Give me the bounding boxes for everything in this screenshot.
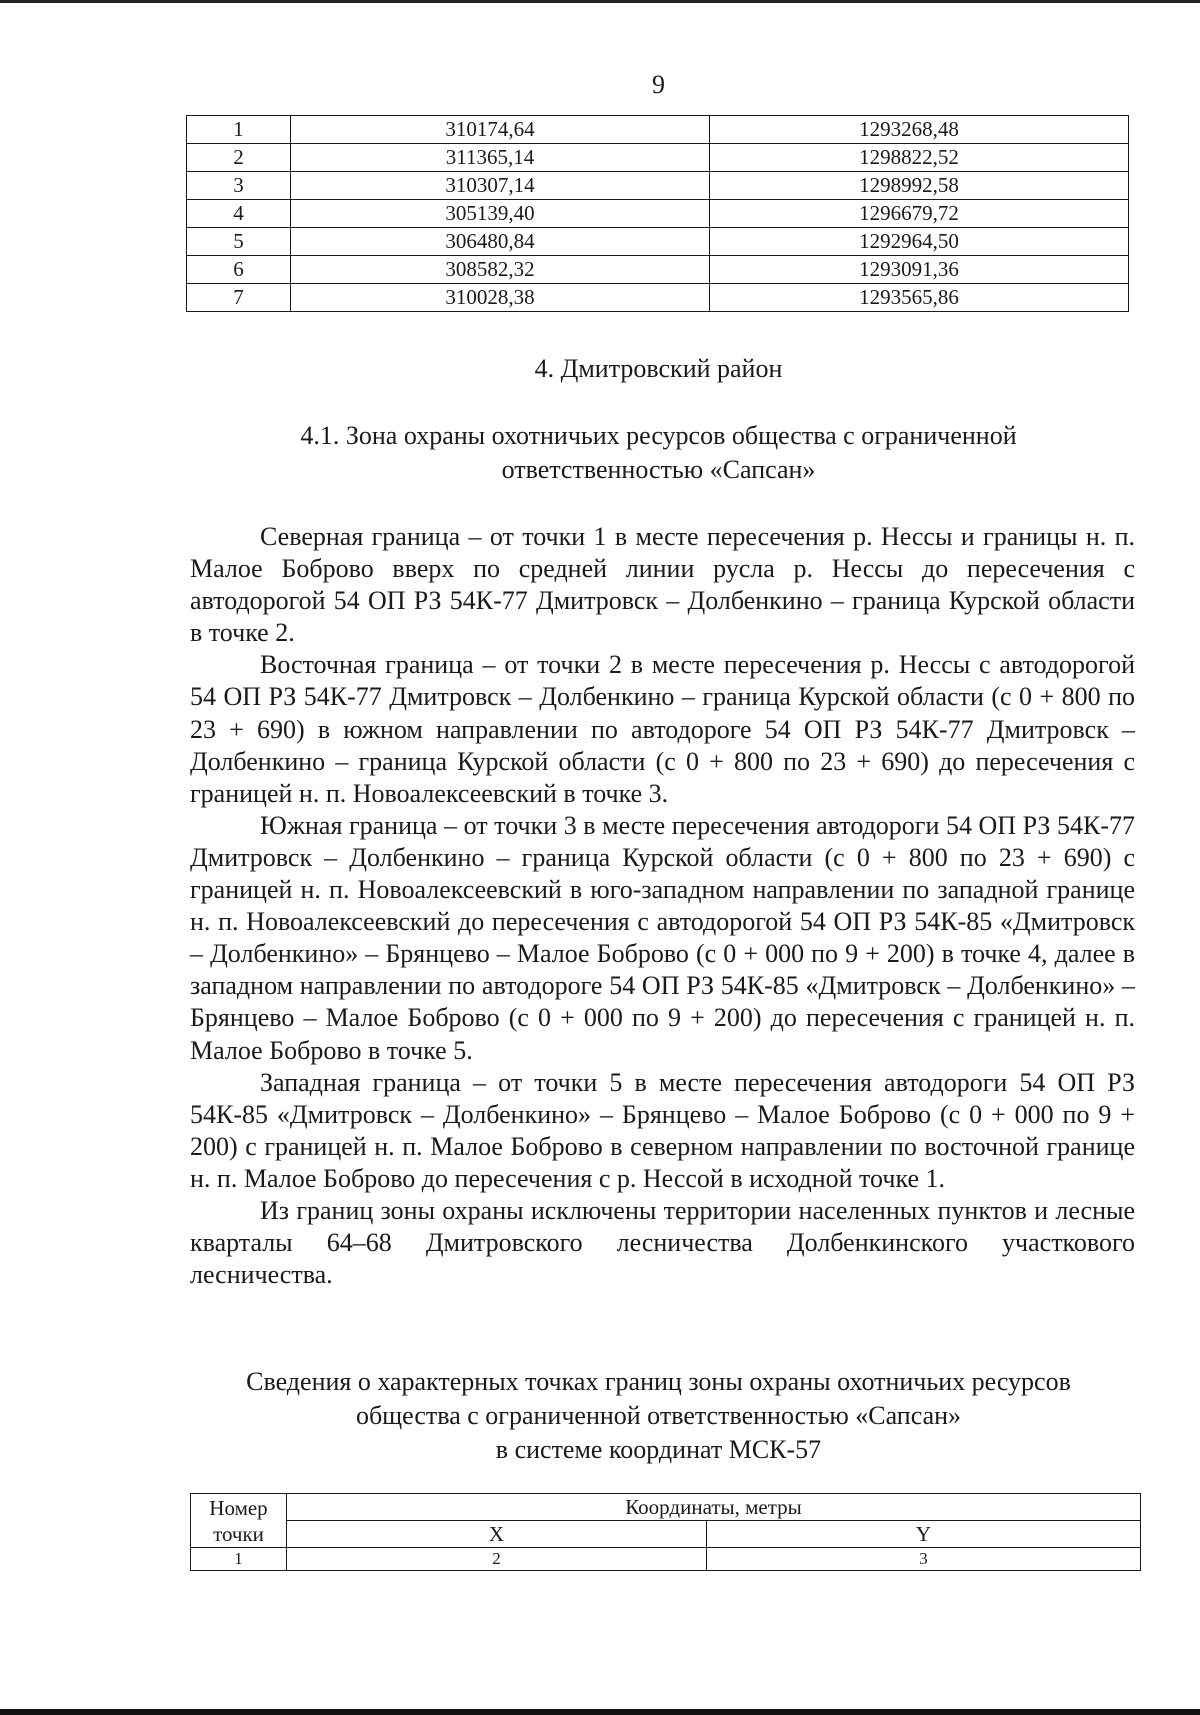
header-point-number-line-1: Номер <box>209 1495 268 1520</box>
x-coordinate-cell: 311365,14 <box>291 144 710 172</box>
table-row <box>187 116 1129 144</box>
info-title <box>0 1365 1200 1467</box>
table-row <box>187 228 1129 256</box>
table-row <box>187 200 1129 228</box>
table-row <box>187 284 1129 312</box>
table-index-row <box>191 1548 1141 1571</box>
paragraph-west-boundary: Западная граница – от точки 5 в месте пересечения автодороги 54 ОП РЗ 54К-85 «Дмитровск – Долбенкино» – Брянцево – Малое Боброво (с 0 + 000 по 9 + 200) с границей н. п. Малое Боброво в северном направлении по восточной границе н. п. Малое Боброво до пересечения с р. Нессой в исходной точке 1. <box>190 1067 1135 1193</box>
subsection-title-line-1: 4.1. Зона охраны охотничьих ресурсов общества с ограниченной <box>300 421 1017 450</box>
x-coordinate-cell: 306480,84 <box>291 228 710 256</box>
table-header-row <box>191 1494 1141 1521</box>
x-coordinate-cell: 308582,32 <box>291 256 710 284</box>
paragraph-east-boundary: Восточная граница – от точки 2 в месте пересечения р. Нессы с автодорогой 54 ОП РЗ 54К-77 Дмитровск – Долбенкино – граница Курской области (с 0 + 800 по 23 + 690) в южном направлении по автодороге 54 ОП РЗ 54К-77 Дмитровск – Долбенкино – граница Курской области (с 0 + 800 по 23 + 690) до пересечения с границей н. п. Новоалексеевский в точке 3. <box>190 650 1135 808</box>
index-cell-1: 1 <box>191 1548 287 1571</box>
y-coordinate-cell: 1296679,72 <box>710 200 1129 228</box>
point-number-cell: 3 <box>187 172 291 200</box>
y-coordinate-cell: 1293091,36 <box>710 256 1129 284</box>
section-title: 4. Дмитровский район <box>534 354 783 383</box>
x-coordinate-cell: 310307,14 <box>291 172 710 200</box>
point-number-cell: 5 <box>187 228 291 256</box>
page-number: 9 <box>652 70 665 99</box>
coordinates-table-header <box>190 1493 1141 1571</box>
y-coordinate-cell: 1293565,86 <box>710 284 1129 312</box>
index-cell-3: 3 <box>707 1548 1141 1571</box>
y-coordinate-cell: 1292964,50 <box>710 228 1129 256</box>
y-coordinate-cell: 1298992,58 <box>710 172 1129 200</box>
y-coordinate-cell: 1298822,52 <box>710 144 1129 172</box>
table-row <box>187 144 1129 172</box>
paragraph-exclusions: Из границ зоны охраны исключены территории населенных пунктов и лесные кварталы 64–68 Дмитровского лесничества Долбенкинского участкового лесничества. <box>190 1195 1135 1290</box>
point-number-cell: 7 <box>187 284 291 312</box>
coordinates-table-continued <box>186 115 1129 312</box>
table-subheader-row <box>191 1521 1141 1548</box>
header-x: X <box>287 1521 707 1548</box>
info-title-line-3: в системе координат МСК-57 <box>495 1435 822 1464</box>
boundary-description <box>190 521 1135 1291</box>
table-row <box>187 256 1129 284</box>
coordinates-table-body <box>187 116 1129 312</box>
paragraph-south-boundary: Южная граница – от точки 3 в месте пересечения автодороги 54 ОП РЗ 54К-77 Дмитровск – Долбенкино – граница Курской области (с 0 + 800 по 23 + 690) с границей н. п. Новоалексеевский в юго-западном направлении по западной границе н. п. Новоалексеевский до пересечения с автодорогой 54 ОП РЗ 54К-85 «Дмитровск – Долбенкино» – Брянцево – Малое Боброво (с 0 + 000 по 9 + 200) в точке 4, далее в западном направлении по автодороге 54 ОП РЗ 54К-85 «Дмитровск – Долбенкино» – Брянцево – Малое Боброво (с 0 + 000 по 9 + 200) до пересечения с границей н. п. Малое Боброво в точке 5. <box>190 810 1135 1065</box>
info-title-line-1: Сведения о характерных точках границ зоны охраны охотничьих ресурсов <box>246 1367 1071 1396</box>
x-coordinate-cell: 310174,64 <box>291 116 710 144</box>
y-coordinate-cell: 1293268,48 <box>710 116 1129 144</box>
header-coordinates: Координаты, метры <box>287 1494 1141 1521</box>
header-point-number-line-2: точки <box>213 1521 264 1546</box>
header-y: Y <box>707 1521 1141 1548</box>
info-title-line-2: общества с ограниченной ответственностью «Сапсан» <box>355 1401 962 1430</box>
x-coordinate-cell: 310028,38 <box>291 284 710 312</box>
point-number-cell: 4 <box>187 200 291 228</box>
subsection-title <box>0 419 1200 487</box>
index-cell-2: 2 <box>287 1548 707 1571</box>
point-number-cell: 6 <box>187 256 291 284</box>
x-coordinate-cell: 305139,40 <box>291 200 710 228</box>
top-border-line <box>0 0 1200 3</box>
table-row <box>187 172 1129 200</box>
bottom-border-line <box>0 1709 1200 1715</box>
paragraph-north-boundary: Северная граница – от точки 1 в месте пересечения р. Нессы и границы н. п. Малое Боброво вверх по средней линии русла р. Нессы до пересечения с автодорогой 54 ОП РЗ 54К-77 Дмитровск – Долбенкино – граница Курской области в точке 2. <box>190 522 1135 648</box>
point-number-cell: 2 <box>187 144 291 172</box>
subsection-title-line-2: ответственностью «Сапсан» <box>501 455 816 484</box>
header-point-number <box>191 1494 287 1548</box>
point-number-cell: 1 <box>187 116 291 144</box>
